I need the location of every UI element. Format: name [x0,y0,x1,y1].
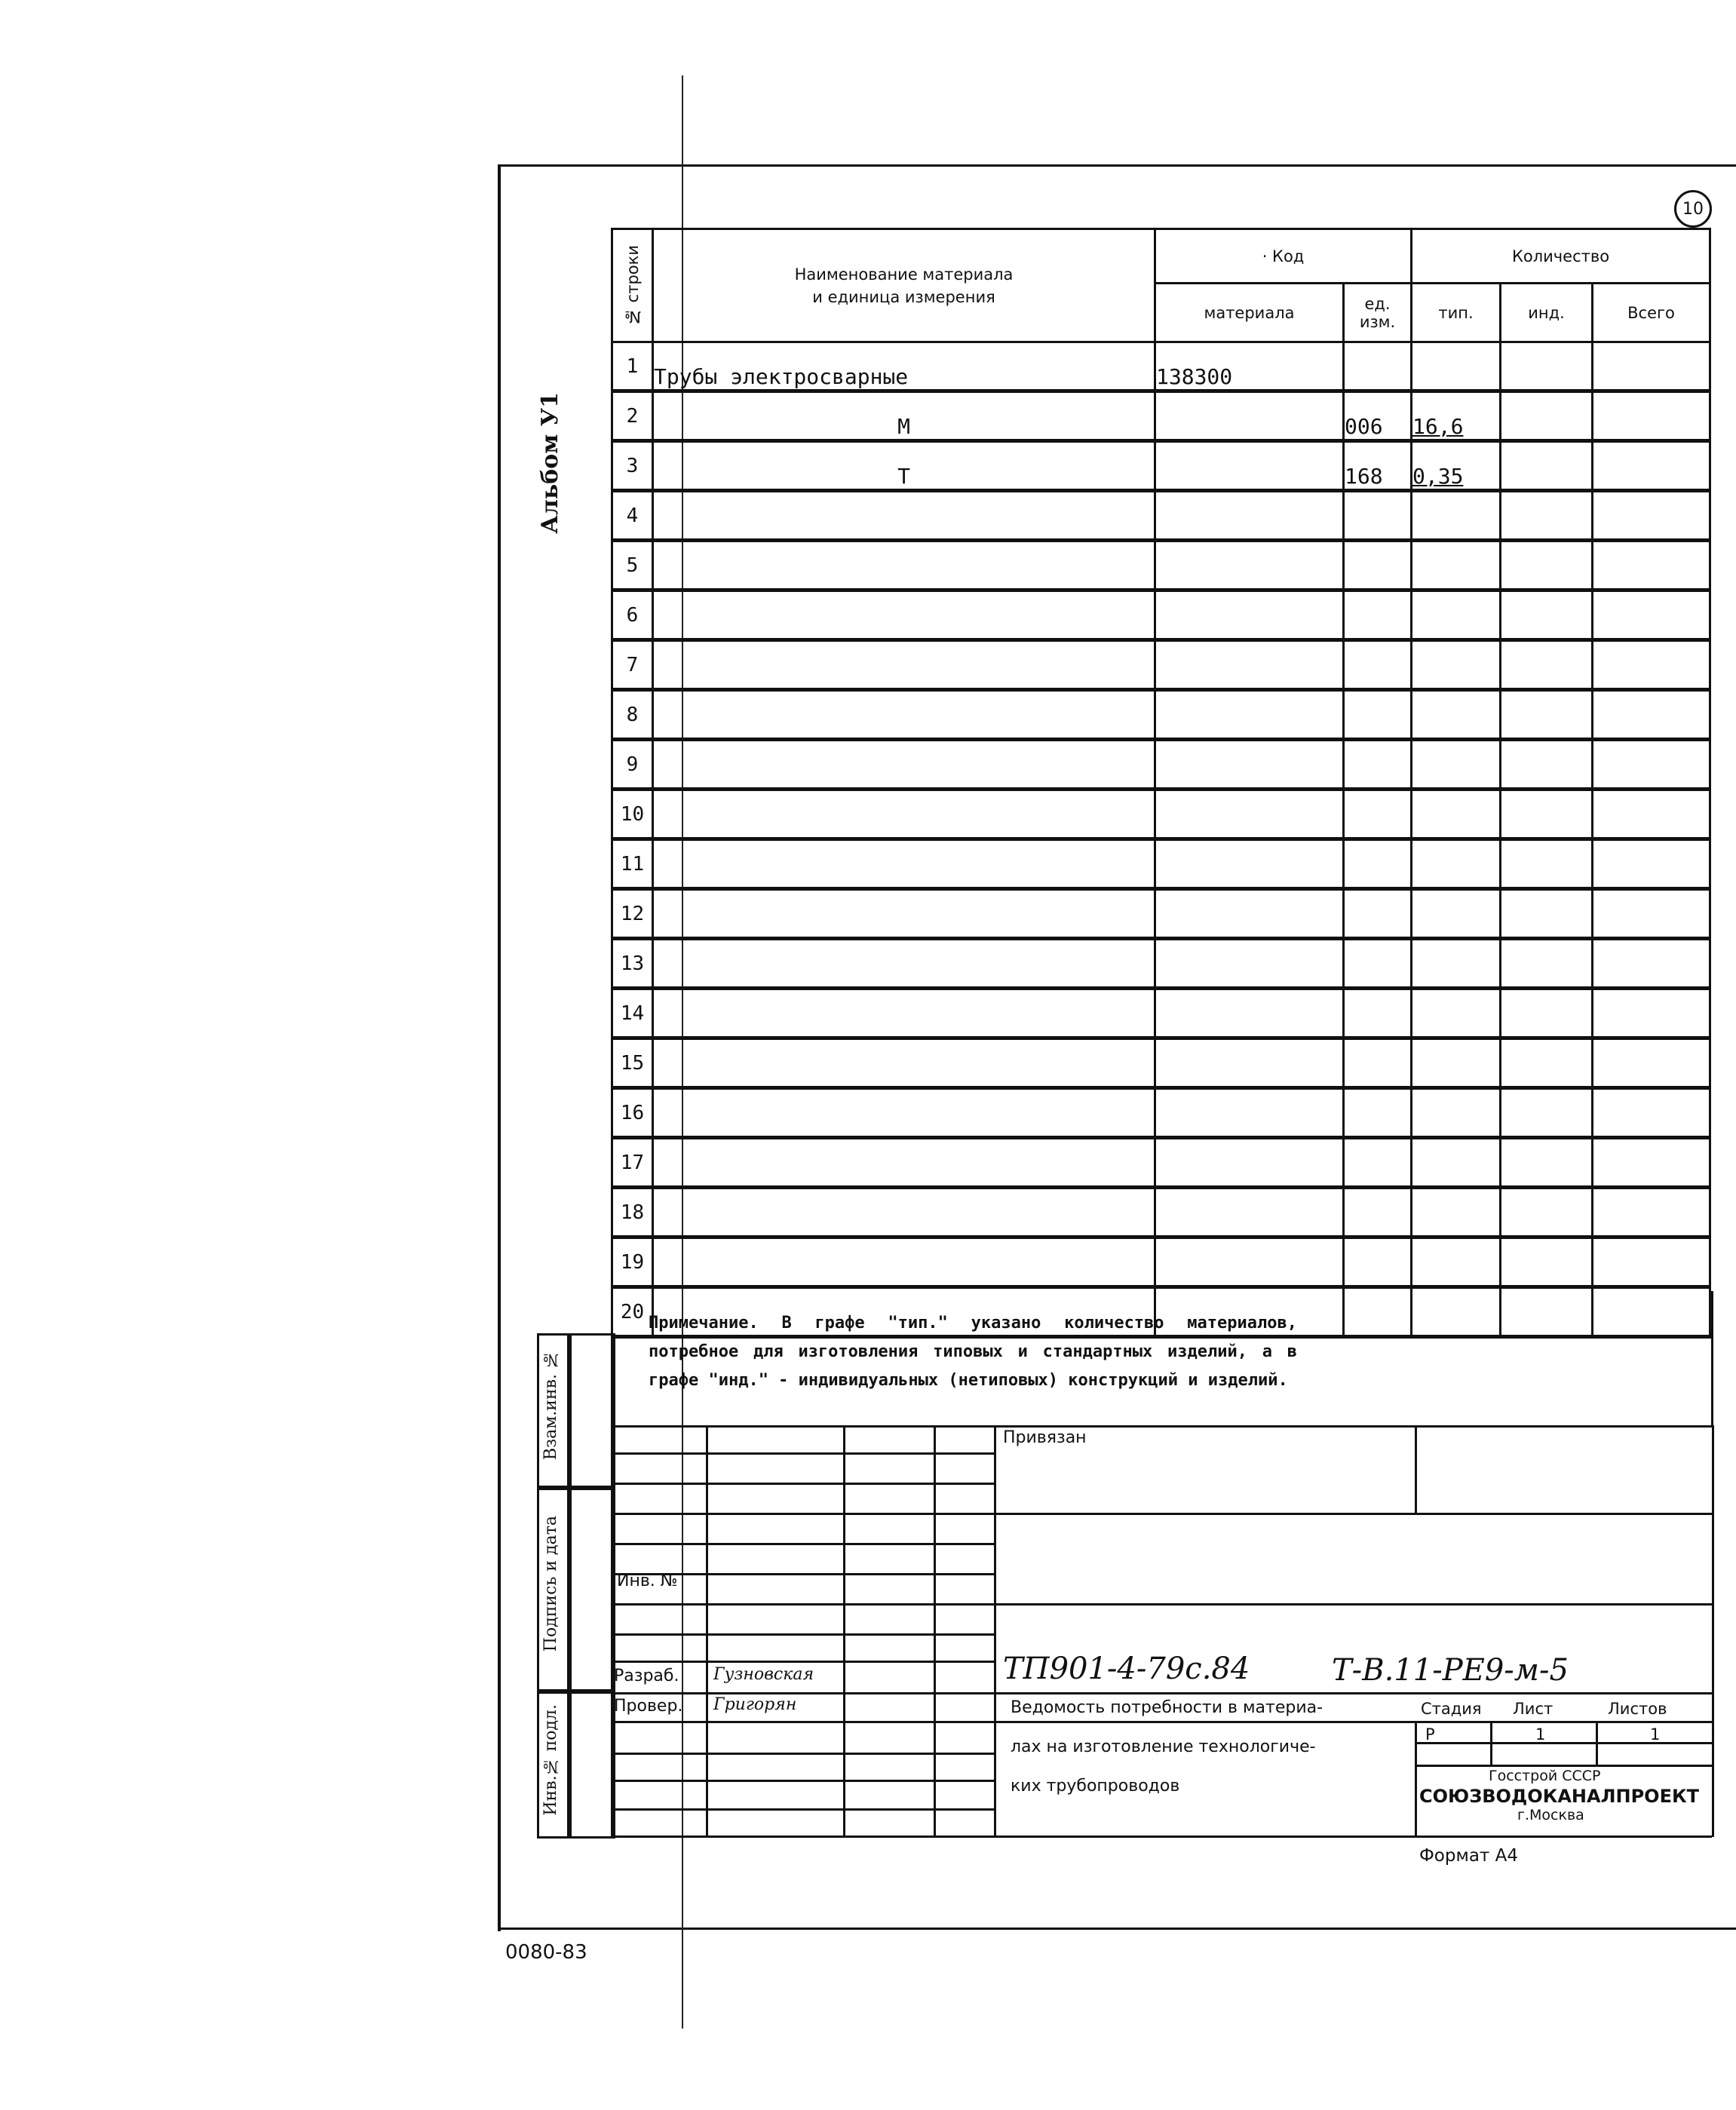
row-number-cell: 15 [612,1038,653,1088]
table-row [612,989,1710,1038]
qty-typ-cell [1412,541,1501,590]
sheet-number-circle [1674,190,1712,228]
developer-label: Разраб. [614,1667,679,1685]
qty-total-cell [1593,1038,1710,1088]
unit-code-cell [1344,342,1412,391]
header-name-line1: Наименование материала [794,265,1014,284]
header-material-name [653,229,1155,342]
qty-total-cell [1593,790,1710,839]
qty-total-cell [1593,1188,1710,1237]
qty-typ-cell [1412,740,1501,790]
sheet-number: 10 [1682,199,1704,219]
header-code-material: материала [1155,284,1344,342]
qty-total-cell [1593,342,1710,391]
podpis-value-box [567,1486,615,1694]
qty-typ-cell: 16,6 [1412,391,1501,441]
qty-ind-cell [1501,441,1593,491]
unit-code-cell: 006 [1344,391,1412,441]
qty-ind-cell [1501,640,1593,690]
vzam-label: Взам.инв. № [541,1350,560,1461]
project-code: ТП901-4-79с.84 [1003,1652,1250,1686]
material-code-cell [1155,790,1344,839]
title-block [611,1425,1712,1866]
table-row [612,889,1710,939]
table-row [612,1038,1710,1088]
table-row [612,342,1710,391]
material-code-cell [1155,541,1344,590]
material-name-cell [653,541,1155,590]
row-number-cell: 14 [612,989,653,1038]
qty-ind-cell [1501,1138,1593,1188]
qty-typ-cell [1412,1138,1501,1188]
material-name-cell [653,1038,1155,1088]
qty-ind-cell [1501,342,1593,391]
doc-title-line3: ких трубопроводов [1011,1777,1180,1796]
material-name-cell [653,740,1155,790]
header-code-unit: ед. изм. [1344,284,1412,342]
table-row [612,1237,1710,1287]
qty-ind-cell [1501,989,1593,1038]
qty-total-cell [1593,1138,1710,1188]
material-code-cell [1155,939,1344,989]
material-code-cell [1155,1237,1344,1287]
row-number-cell: 8 [612,690,653,740]
qty-typ-cell [1412,640,1501,690]
qty-ind-cell [1501,839,1593,889]
unit-code-cell [1344,640,1412,690]
row-number-cell: 20 [612,1287,653,1337]
unit-code-cell [1344,989,1412,1038]
unit-code-cell [1344,889,1412,939]
header-qty-ind: инд. [1501,284,1593,342]
material-name-cell: М [653,391,1155,441]
table-row [612,690,1710,740]
qty-total-cell [1593,740,1710,790]
sheet-label: Лист [1513,1700,1554,1718]
qty-total-cell [1593,989,1710,1038]
qty-ind-cell [1501,1038,1593,1088]
row-number-cell: 10 [612,790,653,839]
qty-ind-cell [1501,391,1593,441]
material-name-cell [653,491,1155,541]
material-name-cell [653,790,1155,839]
row-number-cell: 12 [612,889,653,939]
material-code-cell [1155,491,1344,541]
album-label: Альбом У1 [537,392,563,534]
material-name-cell: Трубы электросварные [653,342,1155,391]
qty-ind-cell [1501,491,1593,541]
unit-code-cell [1344,839,1412,889]
unit-code-cell [1344,590,1412,640]
qty-typ-cell [1412,342,1501,391]
unit-code-cell [1344,491,1412,541]
table-row [612,640,1710,690]
table-row [612,939,1710,989]
qty-ind-cell [1501,1237,1593,1287]
materials-table-wrap [611,228,1709,1339]
material-code-cell [1155,839,1344,889]
document-code: Т-В.11-РЕ9-м-5 [1332,1653,1569,1688]
qty-ind-cell [1501,690,1593,740]
header-qty-typ: тип. [1412,284,1501,342]
qty-typ-cell [1412,790,1501,839]
org-line1: Госстрой СССР [1489,1768,1601,1784]
table-row [612,790,1710,839]
table-row [612,491,1710,541]
row-number-cell: 9 [612,740,653,790]
material-name-cell [653,1138,1155,1188]
podpis-label: Подпись и дата [541,1516,560,1652]
unit-code-cell [1344,1038,1412,1088]
material-name-cell [653,690,1155,740]
row-number-cell: 2 [612,391,653,441]
qty-total-cell [1593,1237,1710,1287]
qty-total-cell [1593,541,1710,590]
checker-label: Провер. [614,1697,683,1716]
qty-total-cell [1593,391,1710,441]
qty-ind-cell [1501,1188,1593,1237]
material-name-cell [653,1237,1155,1287]
qty-total-cell [1593,889,1710,939]
unit-code-cell [1344,1188,1412,1237]
stage-value: Р [1425,1725,1435,1744]
note-text: Примечание. В графе "тип." указано количество материалов, потребное для изготовления типовых и стандартных изделий, а в графе "инд." - индивидуальных (нетиповых) конструкций и изделий. [649,1314,1297,1390]
header-qty-total: Всего [1593,284,1710,342]
table-row [612,1138,1710,1188]
qty-typ-cell [1412,1088,1501,1138]
qty-typ-cell [1412,1237,1501,1287]
material-code-cell [1155,740,1344,790]
inv-podl-value-box [567,1689,615,1839]
row-number-cell: 17 [612,1138,653,1188]
unit-code-cell [1344,740,1412,790]
qty-total-cell [1593,640,1710,690]
table-row [612,541,1710,590]
qty-typ-cell [1412,939,1501,989]
header-code: · Код [1155,229,1412,284]
qty-ind-cell [1501,790,1593,839]
format-label: Формат А4 [1419,1846,1518,1866]
table-row [612,740,1710,790]
qty-ind-cell [1501,740,1593,790]
qty-typ-cell [1412,839,1501,889]
qty-total-cell [1593,590,1710,640]
material-code-cell [1155,889,1344,939]
org-line2: СОЮЗВОДОКАНАЛПРОЕКТ [1419,1786,1699,1807]
table-row [612,391,1710,441]
row-number-cell: 18 [612,1188,653,1237]
header-name-line2: и единица измерения [812,287,995,306]
qty-ind-cell [1501,590,1593,640]
doc-title-line2: лах на изготовление технологиче- [1011,1737,1316,1756]
qty-typ-cell [1412,989,1501,1038]
row-number-cell: 16 [612,1088,653,1138]
checker-name: Григорян [713,1695,797,1714]
unit-code-cell [1344,790,1412,839]
header-quantity: Количество [1412,229,1710,284]
unit-code-cell: 168 [1344,441,1412,491]
qty-ind-cell [1501,541,1593,590]
row-number-cell: 5 [612,541,653,590]
row-number-cell: 11 [612,839,653,889]
qty-ind-cell [1501,1088,1593,1138]
qty-total-cell [1593,441,1710,491]
developer-name: Гузновская [713,1665,814,1684]
material-code-cell [1155,441,1344,491]
qty-typ-cell [1412,889,1501,939]
row-number-cell: 6 [612,590,653,640]
row-number-cell: 13 [612,939,653,989]
material-name-cell [653,839,1155,889]
material-name-cell [653,1188,1155,1237]
inv-podl-label: Инв.№ подл. [541,1704,560,1816]
material-name-cell [653,989,1155,1038]
sheet-value: 1 [1535,1725,1546,1744]
table-row [612,441,1710,491]
material-name-cell [653,1088,1155,1138]
qty-ind-cell [1501,889,1593,939]
material-code-cell [1155,1088,1344,1138]
material-name-cell [653,590,1155,640]
table-row [612,1188,1710,1237]
vzam-value-box [567,1333,615,1490]
qty-typ-cell: 0,35 [1412,441,1501,491]
material-name-cell [653,939,1155,989]
unit-code-cell [1344,690,1412,740]
qty-total-cell [1593,491,1710,541]
materials-table [611,228,1711,1339]
qty-typ-cell [1412,1188,1501,1237]
material-code-cell [1155,391,1344,441]
table-row [612,839,1710,889]
header-row-number: № строки [612,229,653,342]
material-name-cell [653,889,1155,939]
unit-code-cell [1344,939,1412,989]
material-code-cell [1155,1038,1344,1088]
footer-code: 0080-83 [505,1941,587,1964]
row-number-cell: 7 [612,640,653,690]
material-name-cell [653,640,1155,690]
qty-total-cell [1593,939,1710,989]
table-row [612,1088,1710,1138]
qty-total-cell [1593,839,1710,889]
qty-typ-cell [1412,690,1501,740]
sheets-value: 1 [1650,1725,1661,1744]
qty-ind-cell [1501,939,1593,989]
qty-typ-cell [1412,590,1501,640]
material-code-cell: 138300 [1155,342,1344,391]
unit-code-cell [1344,541,1412,590]
qty-typ-cell [1412,491,1501,541]
row-number-cell: 19 [612,1237,653,1287]
inv-no-label: Инв. № [617,1572,678,1590]
frame-bottom-border [498,1928,1736,1930]
qty-total-cell [1593,690,1710,740]
unit-code-cell [1344,1088,1412,1138]
qty-typ-cell [1412,1038,1501,1088]
material-code-cell [1155,1138,1344,1188]
stage-label: Стадия [1421,1700,1482,1718]
row-number-cell: 3 [612,441,653,491]
attached-label: Привязан [1003,1428,1087,1447]
row-number-cell: 4 [612,491,653,541]
material-name-cell: Т [653,441,1155,491]
doc-title-line1: Ведомость потребности в материа- [1011,1698,1323,1717]
qty-total-cell [1593,1088,1710,1138]
sheets-label: Листов [1608,1700,1667,1718]
material-code-cell [1155,690,1344,740]
unit-code-cell [1344,1237,1412,1287]
table-row [612,590,1710,640]
material-code-cell [1155,590,1344,640]
material-code-cell [1155,1188,1344,1237]
row-number-cell: 1 [612,342,653,391]
org-line3: г.Москва [1517,1807,1584,1823]
unit-code-cell [1344,1138,1412,1188]
material-code-cell [1155,640,1344,690]
material-code-cell [1155,989,1344,1038]
